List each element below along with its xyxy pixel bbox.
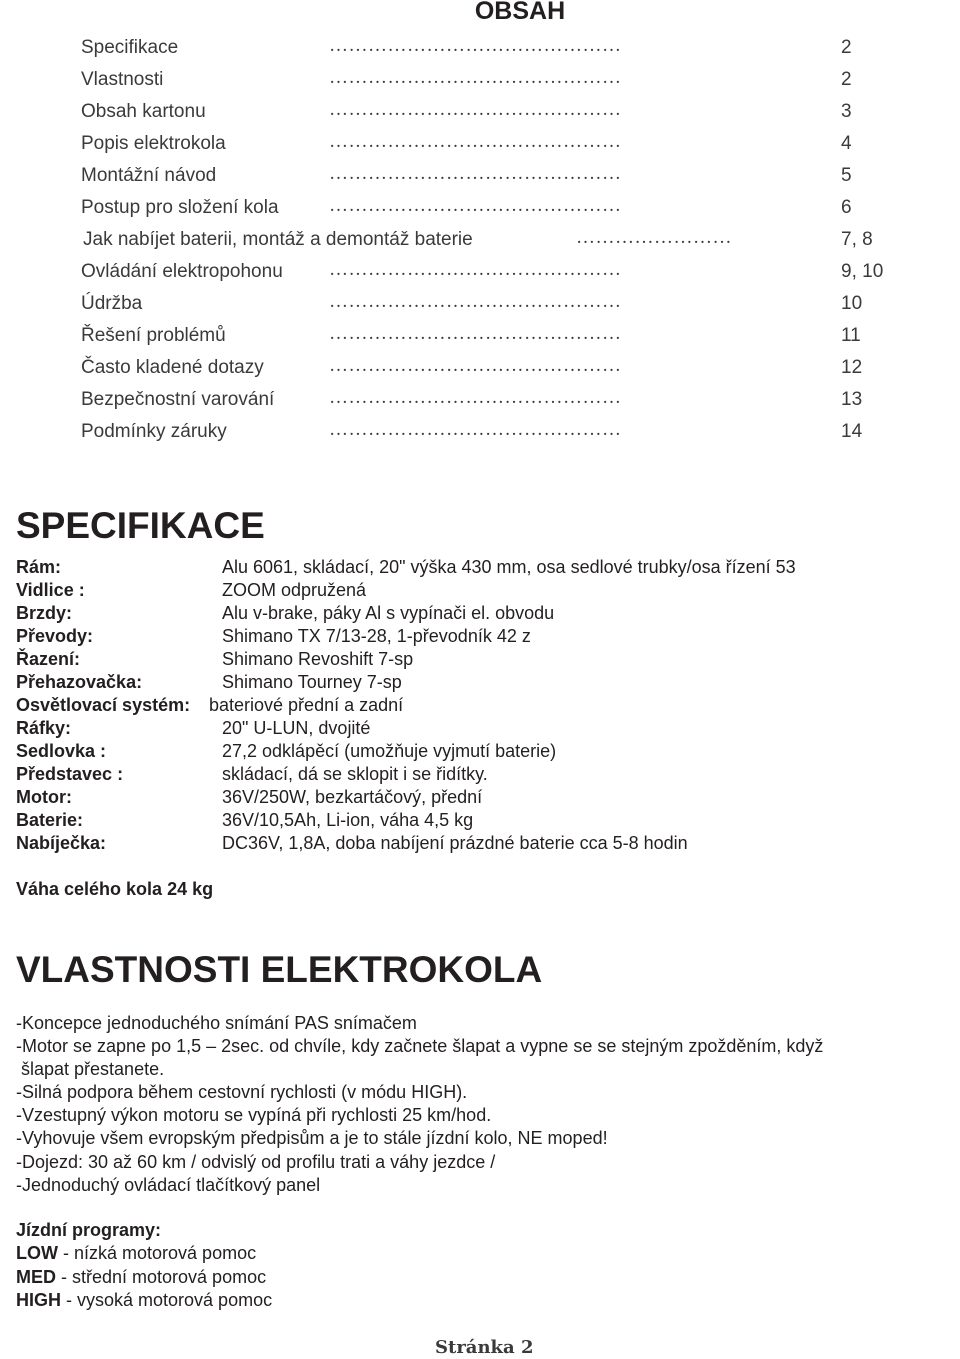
toc-dots: ……………………………………… (329, 131, 622, 152)
toc-page: 4 (841, 133, 852, 154)
toc-page: 7, 8 (841, 229, 873, 250)
spec-row (16, 649, 956, 672)
toc-dots: ……………………………………… (329, 419, 622, 440)
toc-row[interactable] (81, 101, 881, 133)
spec-row (16, 603, 956, 626)
toc-dots: ……………………………………… (329, 291, 622, 312)
toc-dots: …………………… (576, 227, 732, 248)
spec-row (16, 810, 956, 833)
toc-row[interactable] (81, 357, 881, 389)
spec-value: Alu 6061, skládací, 20" výška 430 mm, osa sedlové trubky/osa řízení 53 (222, 557, 796, 577)
toc-page: 2 (841, 37, 852, 58)
spec-label: Brzdy: (16, 603, 73, 623)
toc-row[interactable] (81, 197, 881, 229)
spec-row (16, 741, 956, 764)
spec-value: DC36V, 1,8A, doba nabíjení prázdné baterie cca 5-8 hodin (222, 833, 688, 853)
toc-page: 14 (841, 421, 863, 442)
toc-label: Postup pro složení kola (81, 197, 279, 218)
toc-label: Jak nabíjet baterii, montáž a demontáž baterie (83, 229, 473, 250)
spec-label: Představec : (16, 764, 124, 784)
spec-row (16, 764, 956, 787)
spec-value: Shimano Revoshift 7-sp (222, 649, 414, 669)
spec-label: Baterie: (16, 810, 84, 830)
spec-label: Rám: (16, 557, 62, 577)
program-mode: LOW (16, 1243, 58, 1263)
toc-dots: ……………………………………… (329, 259, 622, 280)
feature-line: šlapat přestanete. (21, 1059, 165, 1079)
program-desc: - vysoká motorová pomoc (61, 1290, 273, 1310)
toc-label: Údržba (81, 293, 143, 314)
toc-row[interactable] (81, 69, 881, 101)
toc-dots: ……………………………………… (329, 99, 622, 120)
toc-page: 12 (841, 357, 863, 378)
spec-row (16, 787, 956, 810)
spec-value: 20" U-LUN, dvojité (222, 718, 371, 738)
toc-page: 6 (841, 197, 852, 218)
program-desc: - nízká motorová pomoc (58, 1243, 257, 1263)
toc-label: Řešení problémů (81, 325, 226, 346)
feature-line: -Dojezd: 30 až 60 km / odvislý od profilu trati a váhy jezdce / (16, 1152, 496, 1172)
feature-line: -Silná podpora během cestovní rychlosti (v módu HIGH). (16, 1082, 468, 1102)
program-mode: MED (16, 1267, 56, 1287)
program-item (16, 1290, 272, 1311)
program-desc: - střední motorová pomoc (56, 1267, 267, 1287)
spec-value: ZOOM odpružená (222, 580, 367, 600)
toc-label: Popis elektrokola (81, 133, 226, 154)
toc-dots: ……………………………………… (329, 35, 622, 56)
feature-line: -Vyhovuje všem evropským předpisům a je to stále jízdní kolo, NE moped! (16, 1128, 608, 1148)
toc-row[interactable] (81, 133, 881, 165)
toc-dots: ……………………………………… (329, 67, 622, 88)
spec-label: Přehazovačka: (16, 672, 143, 692)
toc-dots: ……………………………………… (329, 387, 622, 408)
feature-line: -Motor se zapne po 1,5 – 2sec. od chvíle, kdy začnete šlapat a vypne se se stejným zpožděním, když (16, 1036, 824, 1056)
page-number: Stránka 2 (435, 1337, 534, 1358)
toc-page: 11 (841, 325, 861, 346)
spec-row (16, 672, 956, 695)
spec-label: Nabíječka: (16, 833, 107, 853)
program-item (16, 1267, 266, 1288)
toc-dots: ……………………………………… (329, 355, 622, 376)
toc-dots: ……………………………………… (329, 323, 622, 344)
program-mode: HIGH (16, 1290, 61, 1310)
toc-page: 2 (841, 69, 852, 90)
spec-heading: SPECIFIKACE (16, 505, 265, 546)
spec-label: Řazení: (16, 649, 81, 669)
toc-row[interactable] (81, 37, 881, 69)
toc-page: 3 (841, 101, 852, 122)
spec-row (16, 833, 956, 856)
toc-page: 10 (841, 293, 863, 314)
spec-label: Motor: (16, 787, 72, 807)
spec-value: 36V/250W, bezkartáčový, přední (222, 787, 483, 807)
spec-label: Ráfky: (16, 718, 72, 738)
toc-label: Často kladené dotazy (81, 357, 264, 378)
spec-row (16, 718, 956, 741)
bike-weight: Váha celého kola 24 kg (16, 879, 214, 899)
spec-row (16, 626, 956, 649)
programs-heading: Jízdní programy: (16, 1220, 162, 1240)
spec-value: Alu v-brake, páky Al s vypínači el. obvodu (222, 603, 555, 623)
feature-line: -Vzestupný výkon motoru se vypíná při rychlosti 25 km/hod. (16, 1105, 492, 1125)
toc-label: Vlastnosti (81, 69, 164, 90)
toc-row[interactable] (81, 389, 881, 421)
toc-label: Bezpečnostní varování (81, 389, 275, 410)
feature-line: -Koncepce jednoduchého snímání PAS snímačem (16, 1013, 417, 1033)
toc-label: Obsah kartonu (81, 101, 206, 122)
toc-title: OBSAH (474, 0, 566, 25)
toc-row[interactable] (81, 165, 881, 197)
feature-line: -Jednoduchý ovládací tlačítkový panel (16, 1175, 321, 1195)
toc-label: Specifikace (81, 37, 179, 58)
toc-row[interactable] (81, 293, 881, 325)
toc-row[interactable] (81, 325, 881, 357)
toc-label: Montážní návod (81, 165, 217, 186)
spec-label: Převody: (16, 626, 94, 646)
spec-row (16, 695, 956, 718)
toc-row[interactable] (81, 229, 881, 261)
toc-label: Podmínky záruky (81, 421, 227, 442)
toc-row[interactable] (81, 421, 881, 453)
spec-label: Osvětlovací systém: (16, 695, 191, 715)
spec-value: 36V/10,5Ah, Li-ion, váha 4,5 kg (222, 810, 474, 830)
spec-value: skládací, dá se sklopit i se řidítky. (222, 764, 488, 784)
toc-page: 13 (841, 389, 863, 410)
toc-dots: ……………………………………… (329, 195, 622, 216)
toc-row[interactable] (81, 259, 884, 293)
spec-value: 27,2 odklápěcí (umožňuje vyjmutí baterie) (222, 741, 557, 761)
spec-label: Vidlice : (16, 580, 85, 600)
toc-label: Ovládání elektropohonu (81, 261, 283, 282)
spec-value: Shimano Tourney 7-sp (222, 672, 402, 692)
spec-row (16, 557, 956, 580)
spec-value: bateriové přední a zadní (209, 695, 404, 715)
program-item (16, 1243, 256, 1264)
toc-page: 5 (841, 165, 852, 186)
spec-row (16, 580, 956, 603)
spec-value: Shimano TX 7/13-28, 1-převodník 42 z (222, 626, 531, 646)
spec-label: Sedlovka : (16, 741, 107, 761)
toc-page: 9, 10 (841, 261, 884, 282)
toc-dots: ……………………………………… (329, 163, 622, 184)
features-heading: VLASTNOSTI ELEKTROKOLA (16, 949, 543, 990)
